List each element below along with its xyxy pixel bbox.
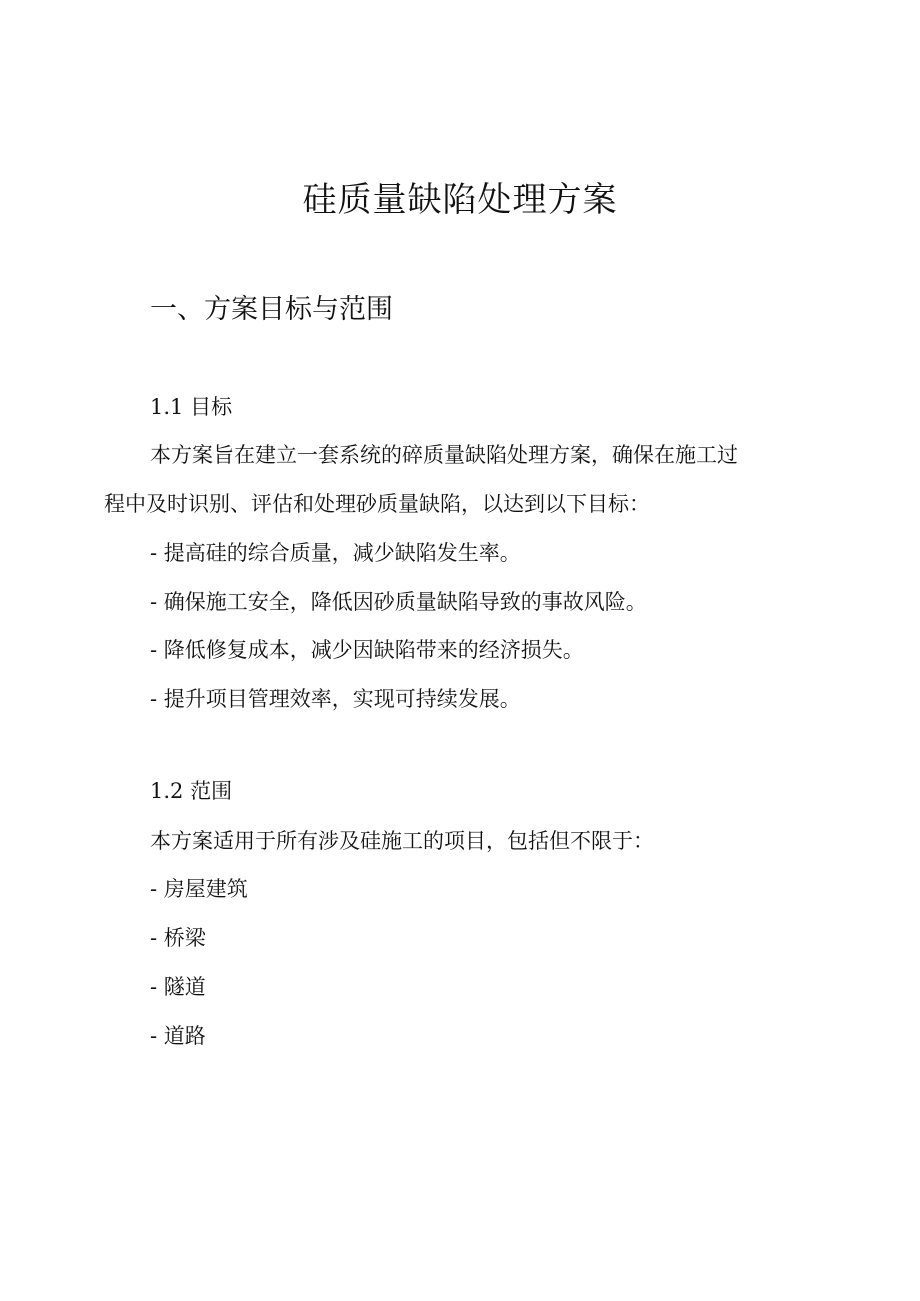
goals-list-item: - 提高硅的综合质量，减少缺陷发生率。 xyxy=(150,541,521,565)
scope-list-item: - 隧道 xyxy=(150,975,206,999)
goals-paragraph-line-2: 程中及时识别、评估和处理砂质量缺陷，以达到以下目标： xyxy=(104,492,650,516)
goals-list-item: - 降低修复成本，减少因缺陷带来的经济损失。 xyxy=(150,638,584,662)
goals-paragraph-line-1: 本方案旨在建立一套系统的碎质量缺陷处理方案，确保在施工过 xyxy=(150,443,738,467)
scope-list-item: - 桥梁 xyxy=(150,926,206,950)
goals-list-item: - 确保施工安全，降低因砂质量缺陷导致的事故风险。 xyxy=(150,590,647,614)
scope-paragraph: 本方案适用于所有涉及硅施工的项目，包括但不限于： xyxy=(150,829,654,853)
scope-list-item: - 房屋建筑 xyxy=(150,877,248,901)
subsection-heading-goals: 1.1 目标 xyxy=(150,395,233,419)
section-heading: 一、方案目标与范围 xyxy=(150,294,393,325)
goals-list-item: - 提升项目管理效率，实现可持续发展。 xyxy=(150,687,521,711)
document-title: 硅质量缺陷处理方案 xyxy=(302,180,618,220)
scope-list-item: - 道路 xyxy=(150,1024,206,1048)
subsection-heading-scope: 1.2 范围 xyxy=(150,779,233,803)
